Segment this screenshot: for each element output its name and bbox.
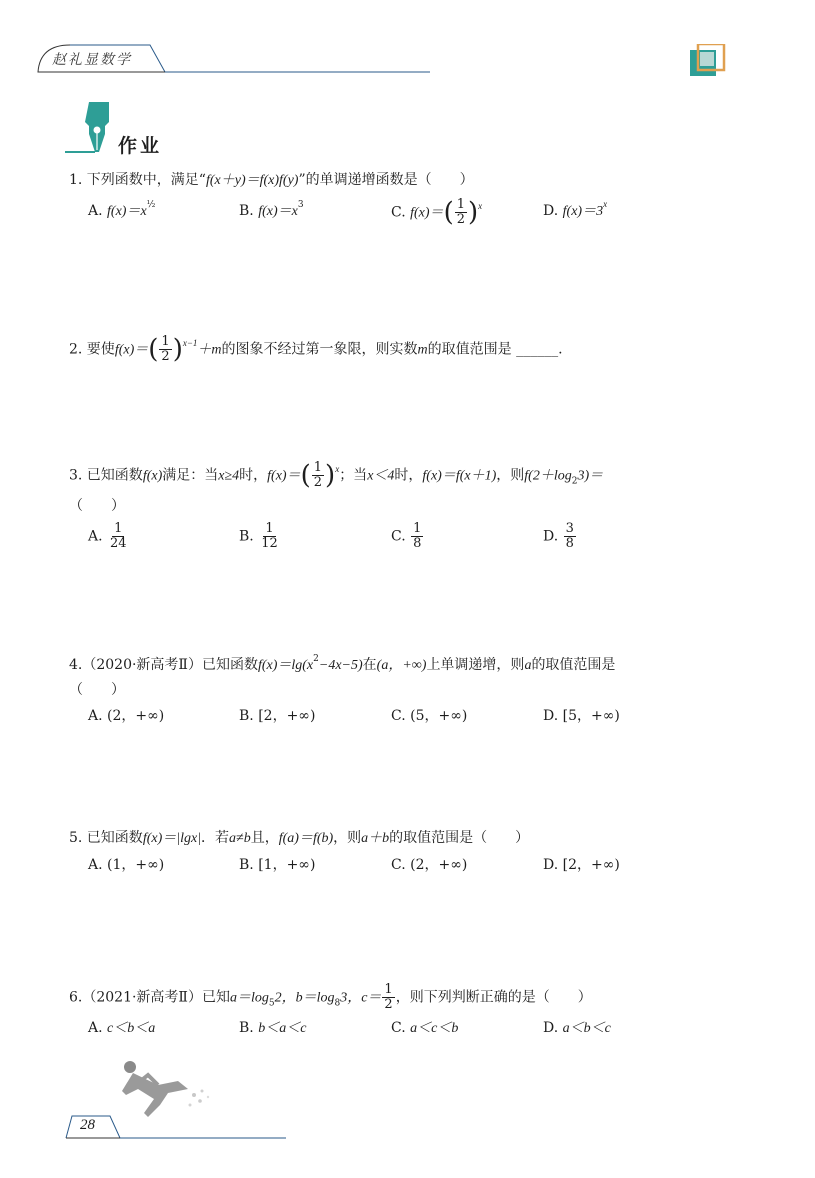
question-2: 2. 要使f(x)＝( $\frac{1}{2}$ )$^{x-1}$＋m的图象不经过第一象限，则实数m的取值范围是 ______. xyxy=(69,334,563,365)
q3-option-b[interactable]: B. $\frac{1}{12}$ xyxy=(239,521,278,551)
q5-option-b[interactable]: B. [1，+∞) xyxy=(239,857,316,873)
brand-title: 赵礼显数学 xyxy=(52,52,132,68)
q3-option-c[interactable]: C. $\frac{1}{8}$ xyxy=(391,521,422,551)
q1-option-b[interactable]: B. $f(x)=x^3$ xyxy=(239,200,304,219)
q1-option-a[interactable]: A. $f(x)=x^{\frac{1}{2}}$ xyxy=(88,200,156,219)
question-1: 1. 下列函数中，满足“f(x＋y)＝f(x)f(y)”的单调递增函数是（ ） xyxy=(69,172,474,188)
q5-option-c[interactable]: C. (2，+∞) xyxy=(391,857,468,873)
q4-option-c[interactable]: C. (5，+∞) xyxy=(391,708,468,724)
q3-answer-paren[interactable]: （ ） xyxy=(69,498,125,514)
q3-option-a[interactable]: A. $\frac{1}{24}$ xyxy=(88,521,127,551)
section-title: 作业 xyxy=(118,135,163,157)
corner-logo-icon xyxy=(690,44,726,78)
q1-option-c[interactable]: C. f(x)＝( $\frac{1}{2}$ )$^x$ xyxy=(391,197,483,228)
question-5: 5. 已知函数f(x)＝|lgx|．若a≠b且，f(a)＝f(b)，则a＋b的取值范围是（ ） xyxy=(69,830,530,846)
pen-nib-icon xyxy=(65,100,115,158)
q4-option-b[interactable]: B. [2，+∞) xyxy=(239,708,316,724)
q3-option-d[interactable]: D. $\frac{3}{8}$ xyxy=(543,521,574,551)
page-number: 28 xyxy=(80,1117,95,1133)
q6-option-c[interactable]: C. a＜c＜b xyxy=(391,1020,459,1036)
q4-answer-paren[interactable]: （ ） xyxy=(69,682,125,698)
q6-option-a[interactable]: A. c＜b＜a xyxy=(88,1020,156,1036)
question-4: 4.（2020·新高考Ⅱ）已知函数$f(x)=\lg(x^2-4x-5)$在(a，+∞)上单调递增，则a的取值范围是 xyxy=(69,654,616,673)
question-3: 3. 已知函数f(x)满足：当x≥4时，f(x)＝( $\frac{1}{2}$ )$^x$；当x＜4时，f(x)＝f(x＋1)，则$f(2+\log_23)=$ xyxy=(69,460,604,491)
q5-option-d[interactable]: D. [2，+∞) xyxy=(543,857,620,873)
question-6: 6.（2021·新高考Ⅱ）已知$a=\log_52$，$b=\log_83$，c＝ $\frac{1}{2}$ ，则下列判断正确的是（ ） xyxy=(69,982,592,1012)
q4-option-a[interactable]: A. (2，+∞) xyxy=(88,708,165,724)
q6-option-b[interactable]: B. b＜a＜c xyxy=(239,1020,307,1036)
q5-option-a[interactable]: A. (1，+∞) xyxy=(88,857,165,873)
q6-option-d[interactable]: D. a＜b＜c xyxy=(543,1020,611,1036)
q1-option-d[interactable]: D. $f(x)=3^x$ xyxy=(543,199,608,219)
answer-blank[interactable]: ______. xyxy=(516,341,563,358)
q4-option-d[interactable]: D. [5，+∞) xyxy=(543,708,620,724)
